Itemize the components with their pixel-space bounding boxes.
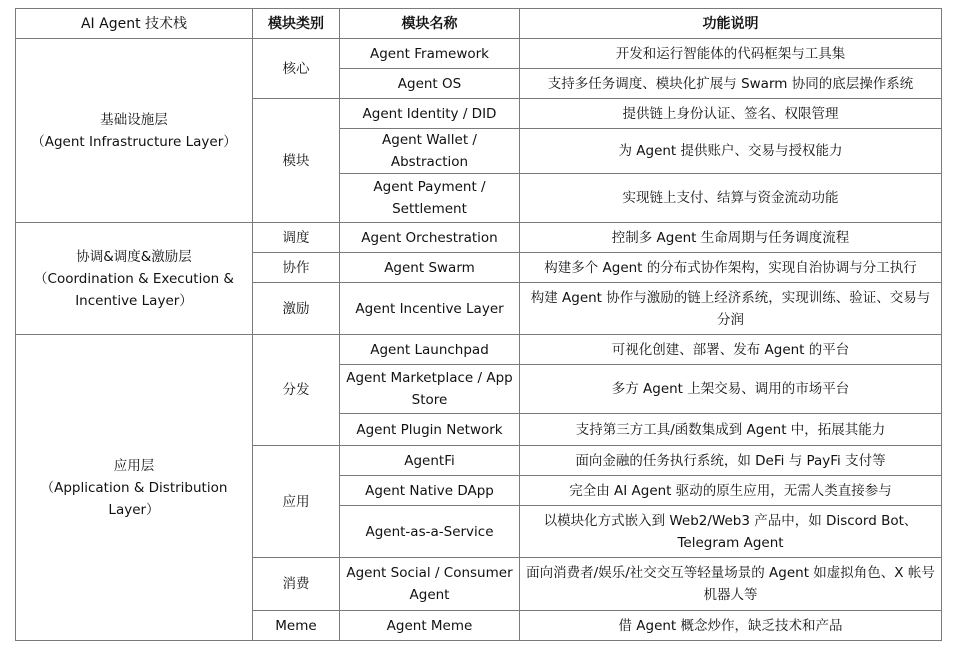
- category-meme: Meme: [253, 611, 340, 641]
- table-row: [16, 223, 942, 253]
- module-name: Agent Social / Consumer Agent: [340, 558, 520, 611]
- module-description: 多方 Agent 上架交易、调用的市场平台: [520, 365, 942, 414]
- module-name: Agent Wallet / Abstraction: [340, 129, 520, 174]
- header-category: 模块类别: [253, 9, 340, 39]
- header-module: 模块名称: [340, 9, 520, 39]
- module-description: 支持多任务调度、模块化扩展与 Swarm 协同的底层操作系统: [520, 69, 942, 99]
- module-description: 面向金融的任务执行系统，如 DeFi 与 PayFi 支付等: [520, 446, 942, 476]
- module-name: Agent Meme: [340, 611, 520, 641]
- module-name: Agent Identity / DID: [340, 99, 520, 129]
- module-description: 提供链上身份认证、签名、权限管理: [520, 99, 942, 129]
- category-core: 核心: [253, 39, 340, 99]
- module-name: Agent Native DApp: [340, 476, 520, 506]
- module-description: 控制多 Agent 生命周期与任务调度流程: [520, 223, 942, 253]
- layer-infrastructure: [16, 39, 253, 223]
- module-name: Agent Marketplace / App Store: [340, 365, 520, 414]
- category-collaboration: 协作: [253, 253, 340, 283]
- module-name: Agent OS: [340, 69, 520, 99]
- header-row: [16, 9, 942, 39]
- layer-name-en: （Coordination & Execution &: [34, 270, 234, 287]
- module-description: 为 Agent 提供账户、交易与授权能力: [520, 129, 942, 174]
- module-description: 可视化创建、部署、发布 Agent 的平台: [520, 335, 942, 365]
- table-row: [16, 39, 942, 69]
- module-name: Agent Orchestration: [340, 223, 520, 253]
- header-stack: AI Agent 技术栈: [16, 9, 253, 39]
- module-name: Agent-as-a-Service: [340, 506, 520, 558]
- header-description: 功能说明: [520, 9, 942, 39]
- module-name: Agent Framework: [340, 39, 520, 69]
- category-distribution: 分发: [253, 335, 340, 446]
- module-name: Agent Payment / Settlement: [340, 174, 520, 223]
- layer-name: 应用层: [113, 457, 155, 474]
- layer-name-en: （Application & Distribution Layer）: [40, 479, 228, 518]
- layer-name-en-2: Incentive Layer）: [75, 292, 193, 309]
- layer-name: 基础设施层: [100, 111, 168, 128]
- module-name: Agent Swarm: [340, 253, 520, 283]
- module-name: Agent Incentive Layer: [340, 283, 520, 335]
- module-description: 构建 Agent 协作与激励的链上经济系统，实现训练、验证、交易与分润: [520, 283, 942, 335]
- ai-agent-stack-table: [15, 8, 942, 641]
- layer-name-en: （Agent Infrastructure Layer）: [31, 133, 237, 150]
- category-incentive: 激励: [253, 283, 340, 335]
- layer-coordination: [16, 223, 253, 335]
- module-description: 面向消费者/娱乐/社交交互等轻量场景的 Agent 如虚拟角色、X 帐号机器人等: [520, 558, 942, 611]
- module-name: Agent Plugin Network: [340, 414, 520, 446]
- category-module: 模块: [253, 99, 340, 223]
- category-orchestration: 调度: [253, 223, 340, 253]
- table-row: [16, 335, 942, 365]
- module-description: 完全由 AI Agent 驱动的原生应用，无需人类直接参与: [520, 476, 942, 506]
- module-name: Agent Launchpad: [340, 335, 520, 365]
- module-description: 借 Agent 概念炒作，缺乏技术和产品: [520, 611, 942, 641]
- module-description: 实现链上支付、结算与资金流动功能: [520, 174, 942, 223]
- module-description: 以模块化方式嵌入到 Web2/Web3 产品中，如 Discord Bot、Telegram Agent: [520, 506, 942, 558]
- category-consumer: 消费: [253, 558, 340, 611]
- layer-application: [16, 335, 253, 641]
- module-description: 支持第三方工具/函数集成到 Agent 中，拓展其能力: [520, 414, 942, 446]
- layer-name: 协调&调度&激励层: [76, 248, 192, 265]
- category-application: 应用: [253, 446, 340, 558]
- module-description: 开发和运行智能体的代码框架与工具集: [520, 39, 942, 69]
- module-description: 构建多个 Agent 的分布式协作架构，实现自治协调与分工执行: [520, 253, 942, 283]
- module-name: AgentFi: [340, 446, 520, 476]
